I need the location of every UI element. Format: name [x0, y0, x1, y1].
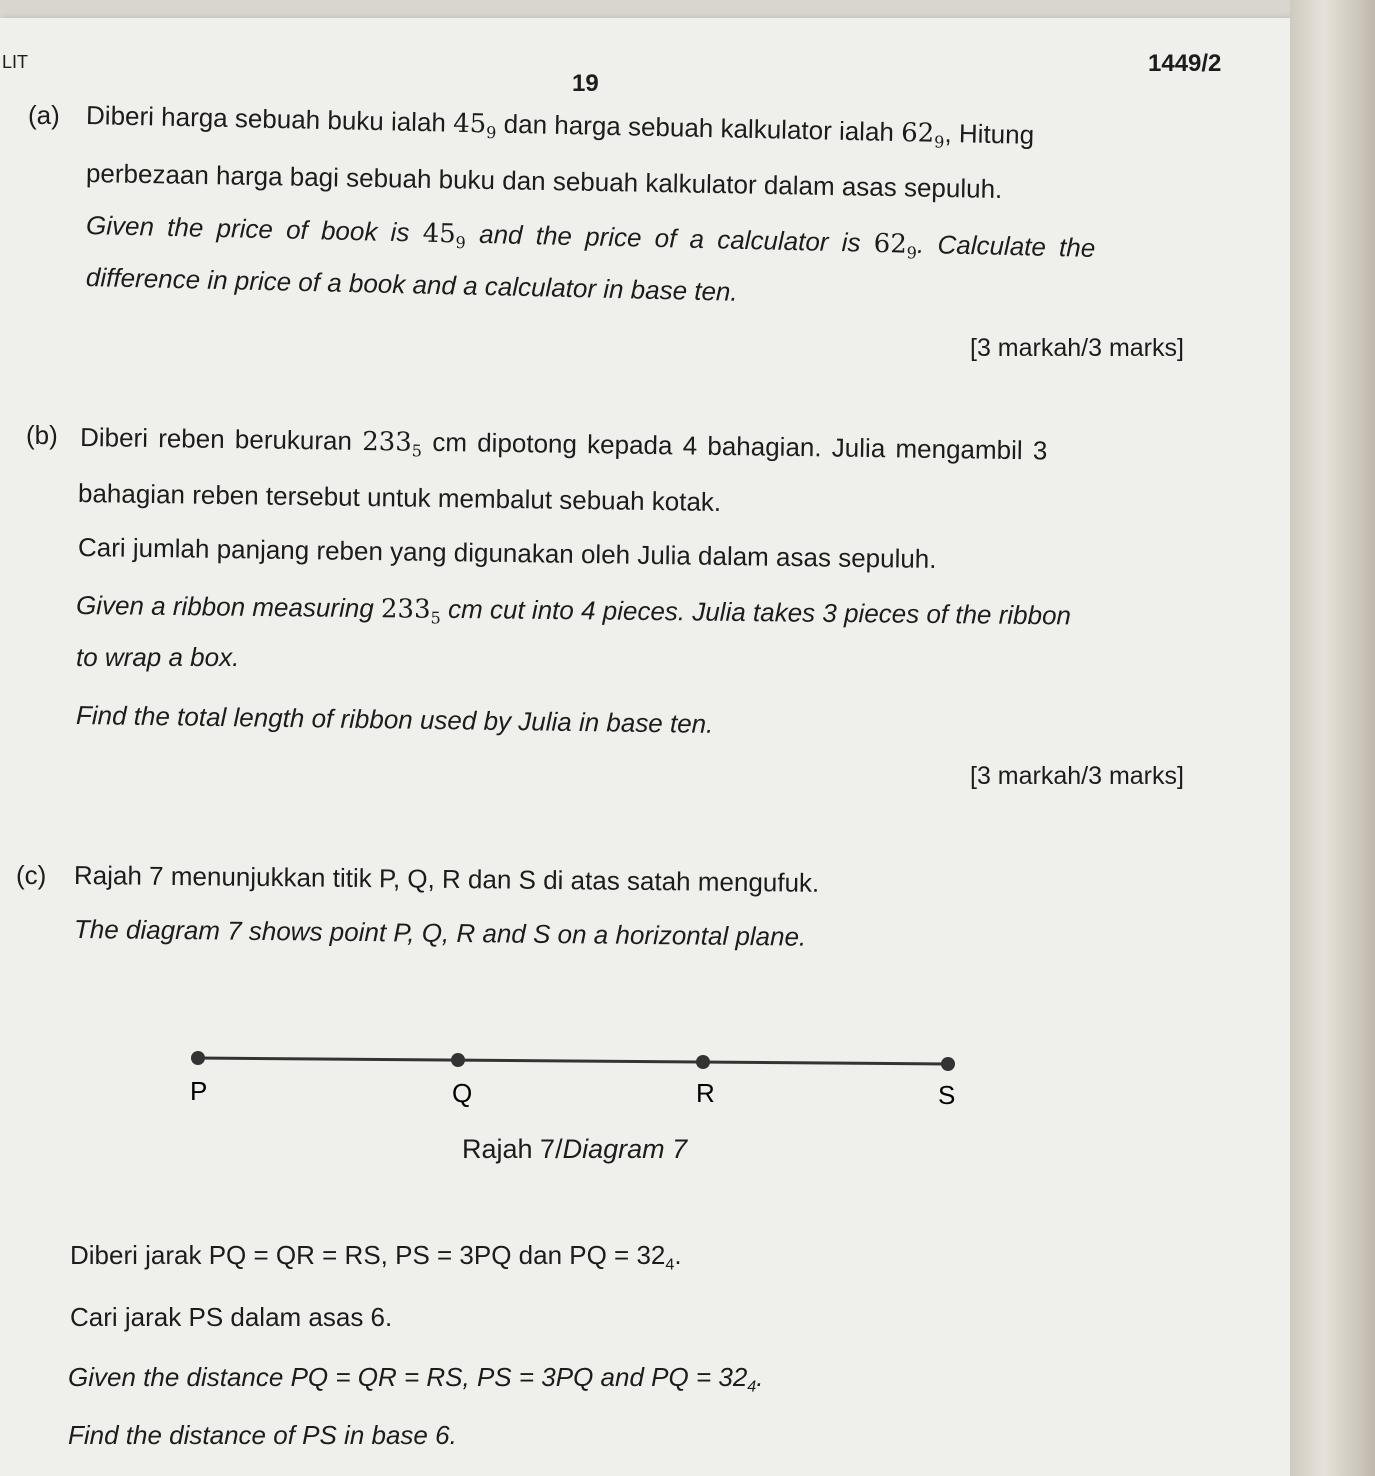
- part-a-marks: [3 markah/3 marks]: [970, 334, 1184, 362]
- diagram-7: [170, 1040, 990, 1120]
- part-a-english-line-2: difference in price of a book and a calculator in base ten.: [85, 262, 739, 307]
- book-price: $45_9$: [452, 108, 497, 143]
- part-a-label: (a): [28, 100, 60, 130]
- page-number: 19: [572, 70, 599, 97]
- diagram-caption: Rajah 7/Diagram 7: [462, 1134, 688, 1164]
- point-q-dot: [451, 1053, 465, 1067]
- part-b-malay-line-3: Cari jumlah panjang reben yang digunakan oleh Julia dalam asas sepuluh.: [77, 532, 937, 574]
- point-p-label: P: [190, 1076, 208, 1106]
- part-b-english-line-1: Given a ribbon measuring $233_5$ cm cut into 4 pieces. Julia takes 3 pieces of the ribbon: [75, 590, 1072, 631]
- background-fabric: [1290, 0, 1375, 1476]
- part-a-malay-line-1: Diberi harga sebuah buku ialah $45_9$ dan harga sebuah kalkulator ialah $62_9$, Hitung: [85, 100, 1035, 152]
- point-p-dot: [191, 1051, 205, 1065]
- point-s-label: S: [938, 1080, 956, 1110]
- part-b-english-line-2: to wrap a box.: [76, 642, 240, 672]
- part-c-label: (c): [16, 860, 47, 890]
- part-c-malay-line-1: Rajah 7 menunjukkan titik P, Q, R dan S di atas satah mengufuk.: [73, 860, 820, 898]
- part-c-english-line-1: The diagram 7 shows point P, Q, R and S on a horizontal plane.: [73, 914, 807, 952]
- point-r-dot: [696, 1055, 710, 1069]
- part-a-malay-line-2: perbezaan harga bagi sebuah buku dan sebuah kalkulator dalam asas sepuluh.: [85, 158, 1003, 204]
- calculator-price: $62_9$: [900, 118, 945, 152]
- part-c-malay-line-3: Cari jarak PS dalam asas 6.: [70, 1302, 393, 1332]
- point-s-dot: [941, 1057, 955, 1071]
- horizontal-line: [198, 1058, 948, 1064]
- part-c-given-malay: Diberi jarak PQ = QR = RS, PS = 3PQ dan PQ = $32_4$.: [70, 1240, 682, 1274]
- point-r-label: R: [696, 1078, 715, 1108]
- part-b-label: (b): [26, 420, 58, 450]
- part-a-english-line-1: Given the price of book is $45_9$ and the price of a calculator is $62_9$. Calculate the: [85, 210, 1096, 263]
- part-b-english-line-3: Find the total length of ribbon used by Julia in base ten.: [75, 700, 714, 739]
- part-b-malay-line-1: Diberi reben berukuran $233_5$ cm dipotong kepada 4 bahagian. Julia mengambil 3: [79, 422, 1048, 466]
- part-c-english-line-3: Find the distance of PS in base 6.: [68, 1420, 457, 1450]
- corner-mark: LIT: [2, 52, 29, 72]
- part-c-given-english: Given the distance PQ = QR = RS, PS = 3PQ and PQ = $32_4$.: [68, 1362, 764, 1396]
- paper-code: 1449/2: [1148, 50, 1222, 77]
- part-b-malay-line-2: bahagian reben tersebut untuk membalut sebuah kotak.: [77, 478, 722, 517]
- point-q-label: Q: [452, 1078, 473, 1108]
- part-b-marks: [3 markah/3 marks]: [970, 762, 1184, 790]
